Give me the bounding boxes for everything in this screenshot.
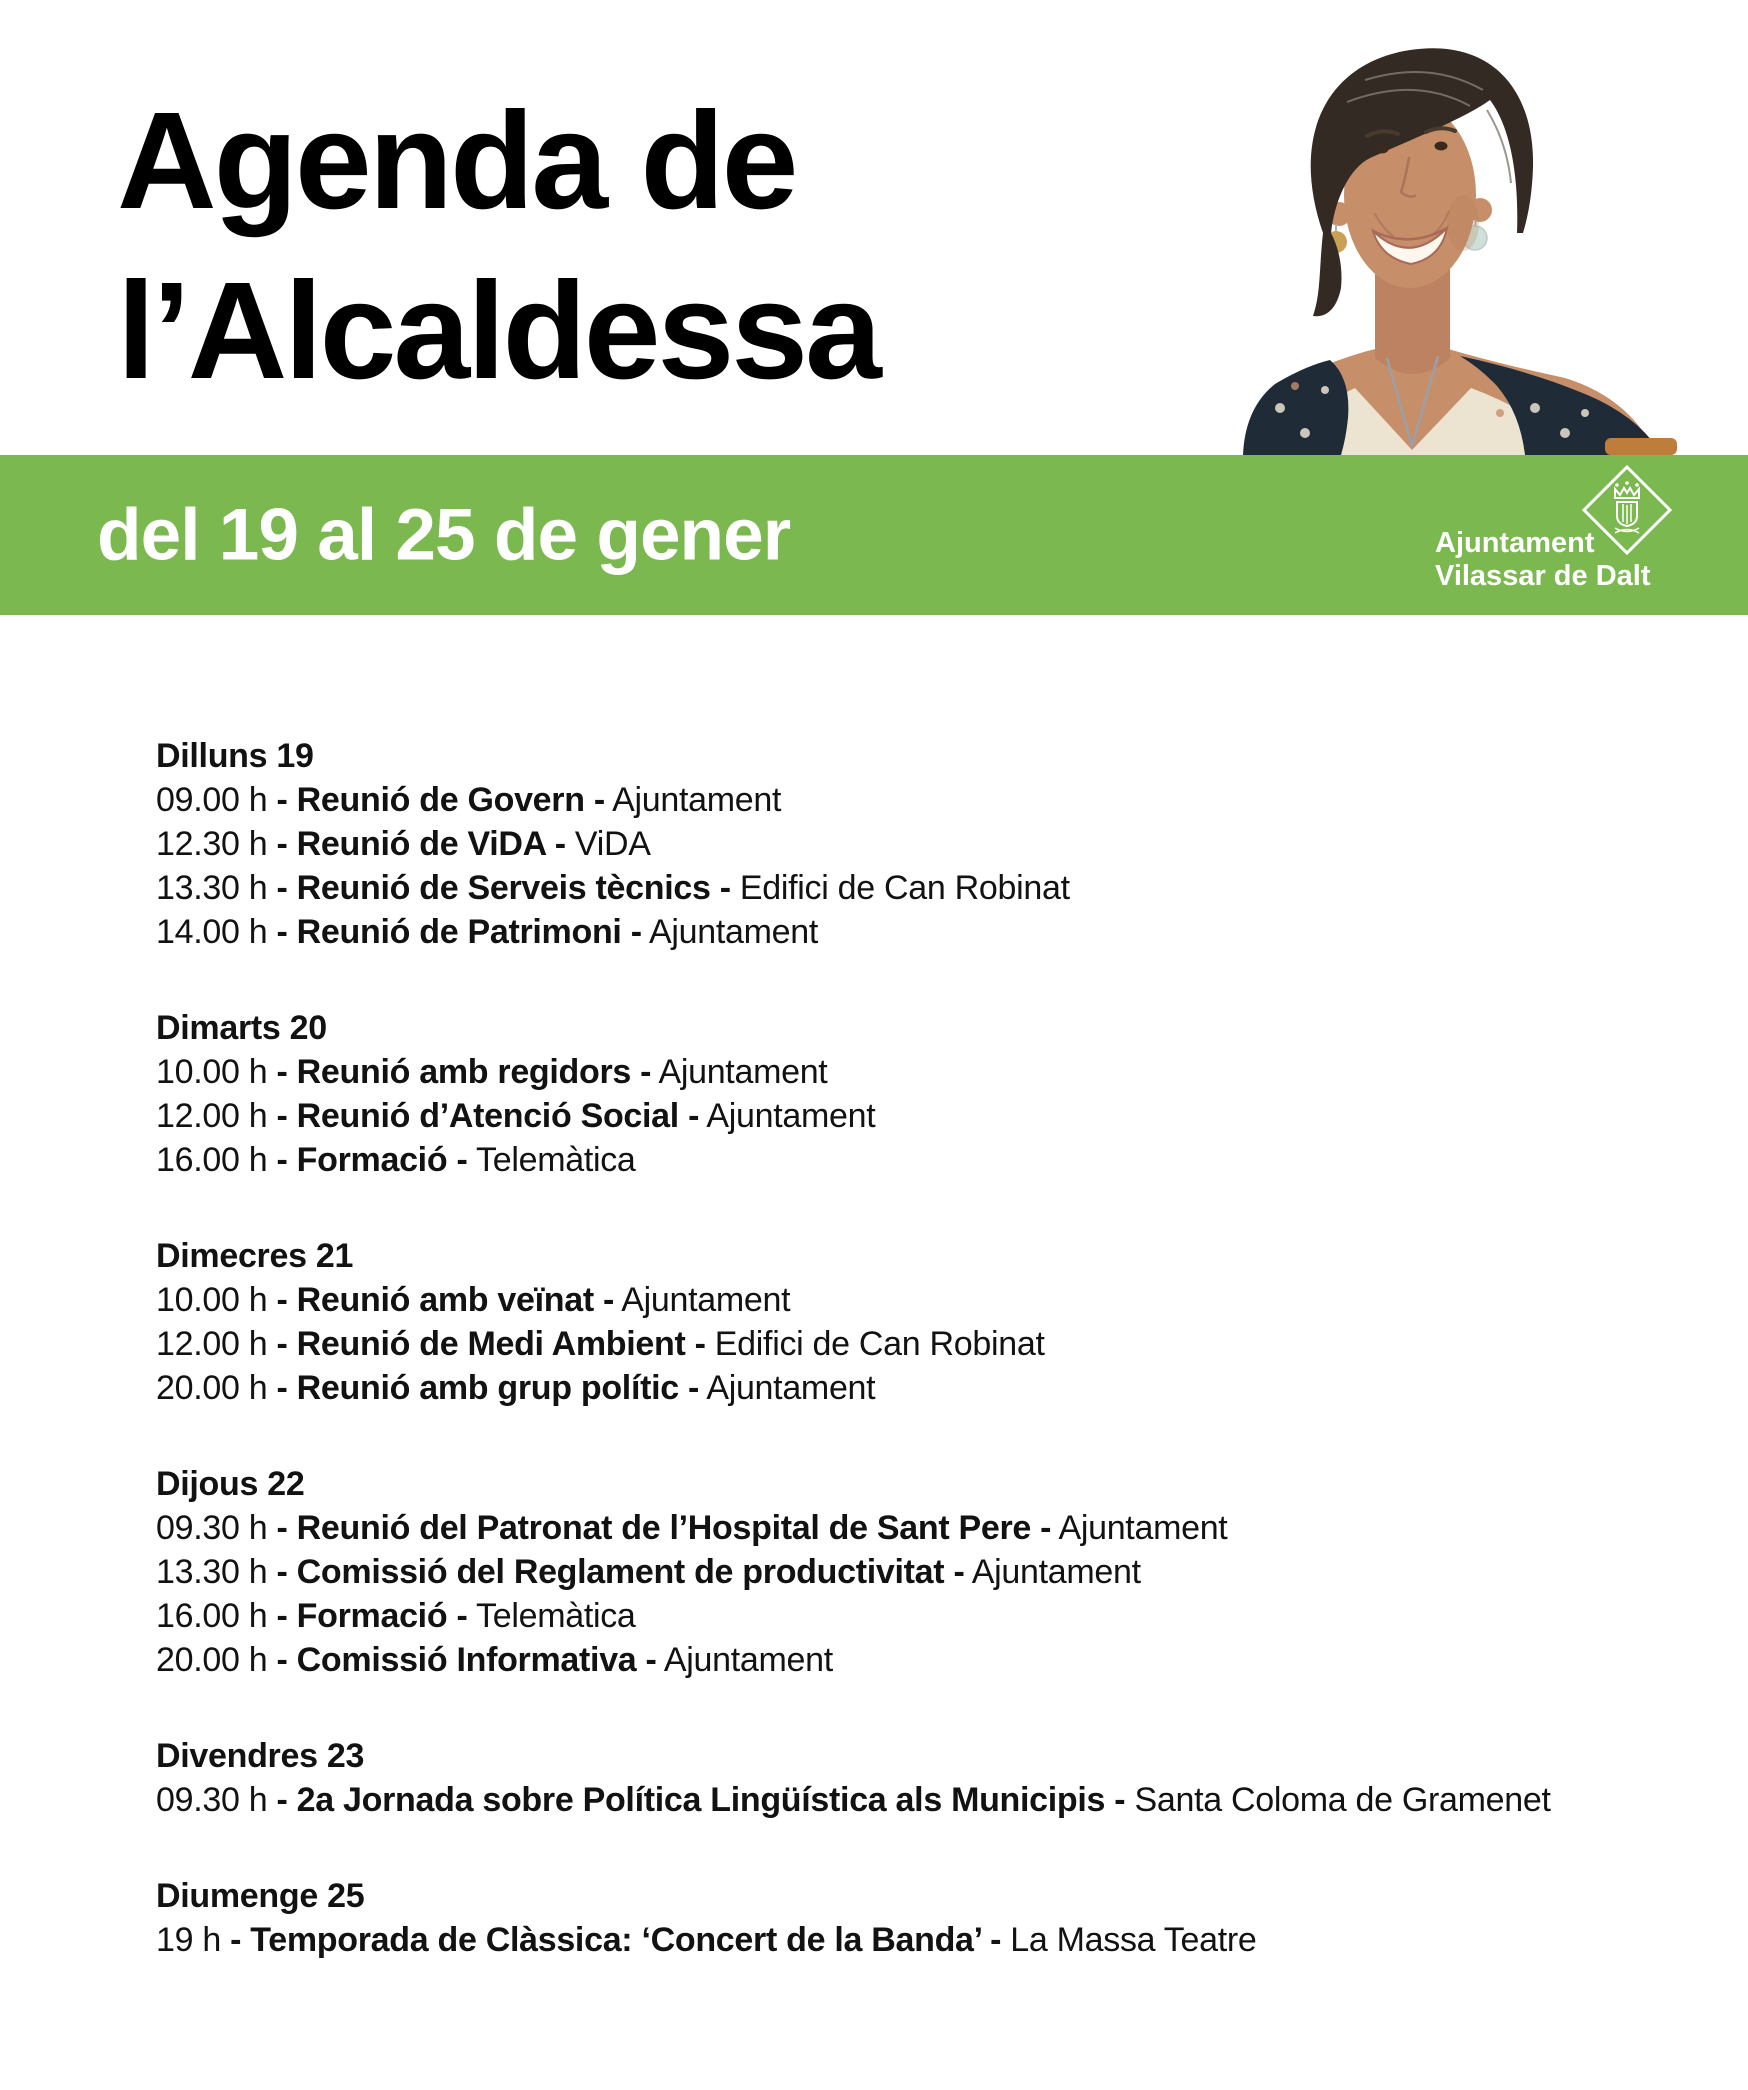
event-time: 13.30 h [156,869,277,907]
event-time: 09.00 h [156,781,277,819]
event-title: - Comissió del Reglament de productivitat - [276,1553,965,1591]
event-location: Telemàtica [467,1141,636,1179]
event-time: 20.00 h [156,1641,277,1679]
event-location: Telemàtica [467,1597,636,1635]
day-heading: Dilluns 19 [156,737,314,775]
event-title: - Formació - [276,1141,468,1179]
logo-line1: Ajuntament [1435,527,1595,559]
event-title: - Reunió de Govern - [276,781,605,819]
event-title: - Comissió Informativa - [276,1641,657,1679]
event-row [156,1550,1576,1594]
event-row [156,1050,1576,1094]
event-title: - Reunió de Patrimoni - [276,913,642,951]
mayor-photo [1235,18,1685,455]
day-block [156,1874,1576,1962]
day-heading: Diumenge 25 [156,1877,365,1915]
page-title [117,76,879,416]
event-row [156,1366,1576,1410]
day-block [156,1234,1576,1410]
event-location: Ajuntament [604,781,782,819]
event-time: 16.00 h [156,1597,277,1635]
event-title: - Reunió de Serveis tècnics - [276,869,731,907]
day-heading: Divendres 23 [156,1737,365,1775]
event-row [156,1638,1576,1682]
event-row [156,1094,1576,1138]
page-title-line1: Agenda de [117,84,796,238]
event-location: Ajuntament [699,1097,876,1135]
event-title: - Reunió d’Atenció Social - [276,1097,700,1135]
event-row [156,1506,1576,1550]
event-time: 10.00 h [156,1053,277,1091]
day-heading: Dimarts 20 [156,1009,327,1047]
event-title: - Reunió amb veïnat - [276,1281,615,1319]
event-row [156,1278,1576,1322]
event-time: 19 h [156,1921,231,1959]
date-range: del 19 al 25 de gener [97,494,791,576]
event-location: Edifici de Can Robinat [705,1325,1045,1363]
day-block [156,1734,1576,1822]
town-logo [1435,527,1650,593]
day-block [156,1462,1576,1682]
event-location: Edifici de Can Robinat [730,869,1070,907]
schedule-list [156,734,1576,2014]
event-row [156,1594,1576,1638]
event-location: Santa Coloma de Gramenet [1125,1781,1551,1819]
event-title: - Reunió de ViDA - [276,825,566,863]
event-time: 20.00 h [156,1369,277,1407]
event-location: Ajuntament [656,1641,833,1679]
event-title: - Reunió del Patronat de l’Hospital de Sant Pere - [276,1509,1052,1547]
event-title: - Formació - [276,1597,468,1635]
event-time: 09.30 h [156,1781,277,1819]
event-time: 16.00 h [156,1141,277,1179]
day-block [156,734,1576,954]
event-time: 14.00 h [156,913,277,951]
page-title-line2: l’Alcaldessa [117,254,879,408]
event-row [156,866,1576,910]
event-row [156,778,1576,822]
event-time: 10.00 h [156,1281,277,1319]
event-title: - Reunió de Medi Ambient - [276,1325,706,1363]
event-row [156,1918,1576,1962]
event-title: - Reunió amb regidors - [276,1053,652,1091]
event-time: 13.30 h [156,1553,277,1591]
event-location: Ajuntament [651,1053,828,1091]
event-location: Ajuntament [614,1281,791,1319]
event-location: Ajuntament [699,1369,876,1407]
day-heading: Dimecres 21 [156,1237,354,1275]
event-location: ViDA [565,825,651,863]
day-heading: Dijous 22 [156,1465,305,1503]
event-location: Ajuntament [964,1553,1141,1591]
event-row [156,1778,1576,1822]
event-time: 12.00 h [156,1325,277,1363]
event-location: Ajuntament [641,913,818,951]
event-location: La Massa Teatre [1001,1921,1257,1959]
event-title: - Reunió amb grup polític - [276,1369,700,1407]
event-title: - 2a Jornada sobre Política Lingüística als Municipis - [276,1781,1126,1819]
event-title: - Temporada de Clàssica: ‘Concert de la Banda’ - [230,1921,1002,1959]
day-block [156,1006,1576,1182]
event-row [156,822,1576,866]
event-row [156,1322,1576,1366]
event-row [156,910,1576,954]
event-time: 12.00 h [156,1097,277,1135]
logo-line2: Vilassar de Dalt [1435,560,1651,592]
event-time: 09.30 h [156,1509,277,1547]
event-location: Ajuntament [1051,1509,1228,1547]
event-time: 12.30 h [156,825,277,863]
event-row [156,1138,1576,1182]
